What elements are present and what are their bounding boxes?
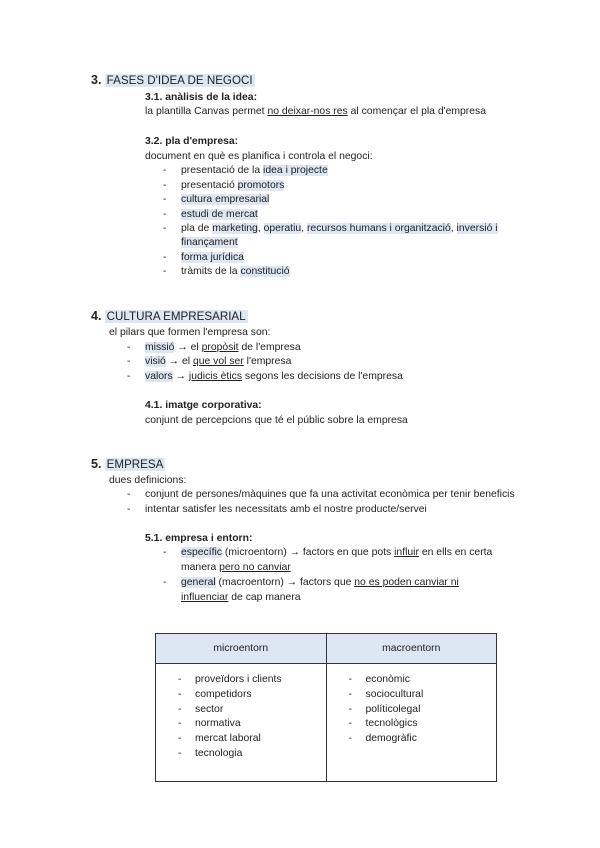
section-number: 4.	[91, 309, 102, 323]
table-header-microentorn: microentorn	[156, 634, 327, 664]
bullet-dash: -	[163, 209, 167, 220]
bullet-dash: -	[127, 489, 131, 500]
underlined-text: influir	[394, 547, 419, 558]
section-number: 3.	[91, 73, 102, 87]
bullet-dash: -	[127, 342, 131, 353]
underlined-text: influenciar	[181, 592, 229, 603]
list-item: conjunt de persones/màquines que fa una activitat econòmica per tenir beneficis	[145, 489, 515, 500]
subsection-3-2-intro: document en què es planifica i controla el negoci:	[145, 151, 373, 162]
list-item-continuation	[181, 236, 238, 249]
text-run: → el	[174, 342, 202, 353]
text-run: al començar el pla d'empresa	[347, 106, 487, 117]
underlined-text: que vol ser	[192, 356, 244, 367]
text-run: → el	[165, 356, 193, 367]
micro-item: - tecnologia	[178, 747, 326, 762]
micro-factors-list	[156, 664, 326, 762]
subsection-3-1-title: 3.1. anàlisis de la idea:	[145, 92, 258, 103]
macro-factors-list	[327, 664, 497, 747]
underlined-text: no es poden canviar ni	[354, 577, 459, 588]
micro-item: - proveïdors i clients	[178, 673, 326, 688]
subsection-4-1-text: conjunt de percepcions que té el públic sobre la empresa	[145, 415, 408, 426]
highlighted-text: idea i projecte	[263, 165, 328, 176]
text-run: ,	[450, 223, 457, 234]
highlighted-text: general	[181, 577, 216, 588]
environment-table	[155, 633, 497, 782]
text-run: →	[172, 371, 189, 382]
list-item-continuation	[181, 591, 301, 604]
text-run: (macroentorn) → factors que	[215, 577, 355, 588]
highlighted-text: marketing	[212, 223, 258, 234]
section-4-intro: el pilars que formen l'empresa son:	[109, 327, 271, 338]
highlighted-text: forma jurídica	[181, 252, 244, 263]
text-run: manera	[181, 562, 220, 573]
section-title: CULTURA EMPRESARIAL	[106, 310, 246, 323]
list-item	[145, 341, 301, 354]
section-title: EMPRESA	[106, 458, 164, 471]
list-item	[181, 193, 269, 206]
micro-item: - competidors	[178, 688, 326, 703]
list-item	[145, 370, 403, 383]
text-run: (microentorn) → factors en que pots	[222, 547, 395, 558]
bullet-dash: -	[127, 504, 131, 515]
text-run: segons les decisions de l'empresa	[242, 371, 403, 382]
bullet-dash: -	[127, 371, 131, 382]
list-item	[181, 576, 459, 589]
underlined-text: pero no canviar	[219, 562, 291, 573]
highlighted-text: estudi de mercat	[181, 209, 258, 220]
highlighted-text: constitució	[240, 266, 290, 277]
macro-item: - econòmic	[349, 673, 497, 688]
list-item	[181, 251, 244, 264]
table-cell-micro	[156, 664, 327, 782]
text-run: ,	[257, 223, 264, 234]
bullet-dash: -	[163, 223, 167, 234]
highlighted-text: inversió i	[456, 223, 498, 234]
macro-item: - tecnològics	[349, 717, 497, 732]
subsection-5-1-title: 5.1. empresa i entorn:	[145, 533, 253, 544]
highlighted-text: visió	[145, 356, 166, 367]
list-item	[181, 164, 328, 177]
text-run: de l'empresa	[238, 342, 301, 353]
micro-item: - mercat laboral	[178, 732, 326, 747]
highlighted-text: recursos humans i organització	[306, 223, 451, 234]
highlighted-text: finançament	[181, 237, 238, 248]
highlighted-text: operatiu	[263, 223, 302, 234]
list-item	[181, 179, 284, 192]
text-run: la plantilla Canvas permet	[145, 106, 268, 117]
text-run: pla de	[181, 223, 213, 234]
bullet-dash: -	[163, 180, 167, 191]
text-run: presentació	[181, 180, 238, 191]
text-run: de cap manera	[228, 592, 301, 603]
bullet-dash: -	[163, 547, 167, 558]
section-title: FASES D'IDEA DE NEGOCI	[106, 74, 253, 87]
bullet-dash: -	[163, 252, 167, 263]
micro-item: - normativa	[178, 717, 326, 732]
underlined-text: no deixar-nos res	[267, 106, 348, 117]
bullet-dash: -	[163, 194, 167, 205]
bullet-dash: -	[163, 266, 167, 277]
bullet-dash: -	[163, 165, 167, 176]
highlighted-text: promotors	[237, 180, 285, 191]
list-item	[145, 355, 291, 368]
subsection-3-1-text	[145, 105, 486, 118]
text-run: tràmits de la	[181, 266, 241, 277]
list-item	[181, 546, 492, 559]
section-number: 5.	[91, 457, 102, 471]
macro-item: - sociocultural	[349, 688, 497, 703]
macro-item: - demogràfic	[349, 732, 497, 747]
list-item	[181, 265, 290, 278]
highlighted-text: cultura empresarial	[181, 194, 270, 205]
list-item	[181, 222, 498, 235]
macro-item: - políticolegal	[349, 703, 497, 718]
list-item-continuation	[181, 561, 291, 574]
text-run: ,	[301, 223, 307, 234]
section-5-heading	[91, 457, 165, 472]
section-4-heading	[91, 309, 248, 324]
list-item	[181, 208, 258, 221]
subsection-4-1-title: 4.1. imatge corporativa:	[145, 400, 262, 411]
highlighted-text: missió	[145, 342, 175, 353]
table-cell-macro	[326, 664, 497, 782]
section-5-intro: dues definicions:	[109, 475, 187, 486]
text-run: presentació de la	[181, 165, 264, 176]
text-run: l'empresa	[243, 356, 292, 367]
section-3-heading	[91, 73, 255, 88]
bullet-dash: -	[163, 577, 167, 588]
highlighted-text: valors	[145, 371, 173, 382]
bullet-dash: -	[127, 356, 131, 367]
underlined-text: propòsit	[201, 342, 239, 353]
underlined-text: judicis ètics	[188, 371, 243, 382]
highlighted-text: específic	[181, 547, 223, 558]
table-header-macroentorn: macroentorn	[326, 634, 497, 664]
micro-item: - sector	[178, 703, 326, 718]
text-run: en ells en certa	[418, 547, 493, 558]
list-item: intentar satisfer les necessitats amb el nostre producte/servei	[145, 504, 427, 515]
subsection-3-2-title: 3.2. pla d'empresa:	[145, 136, 239, 147]
